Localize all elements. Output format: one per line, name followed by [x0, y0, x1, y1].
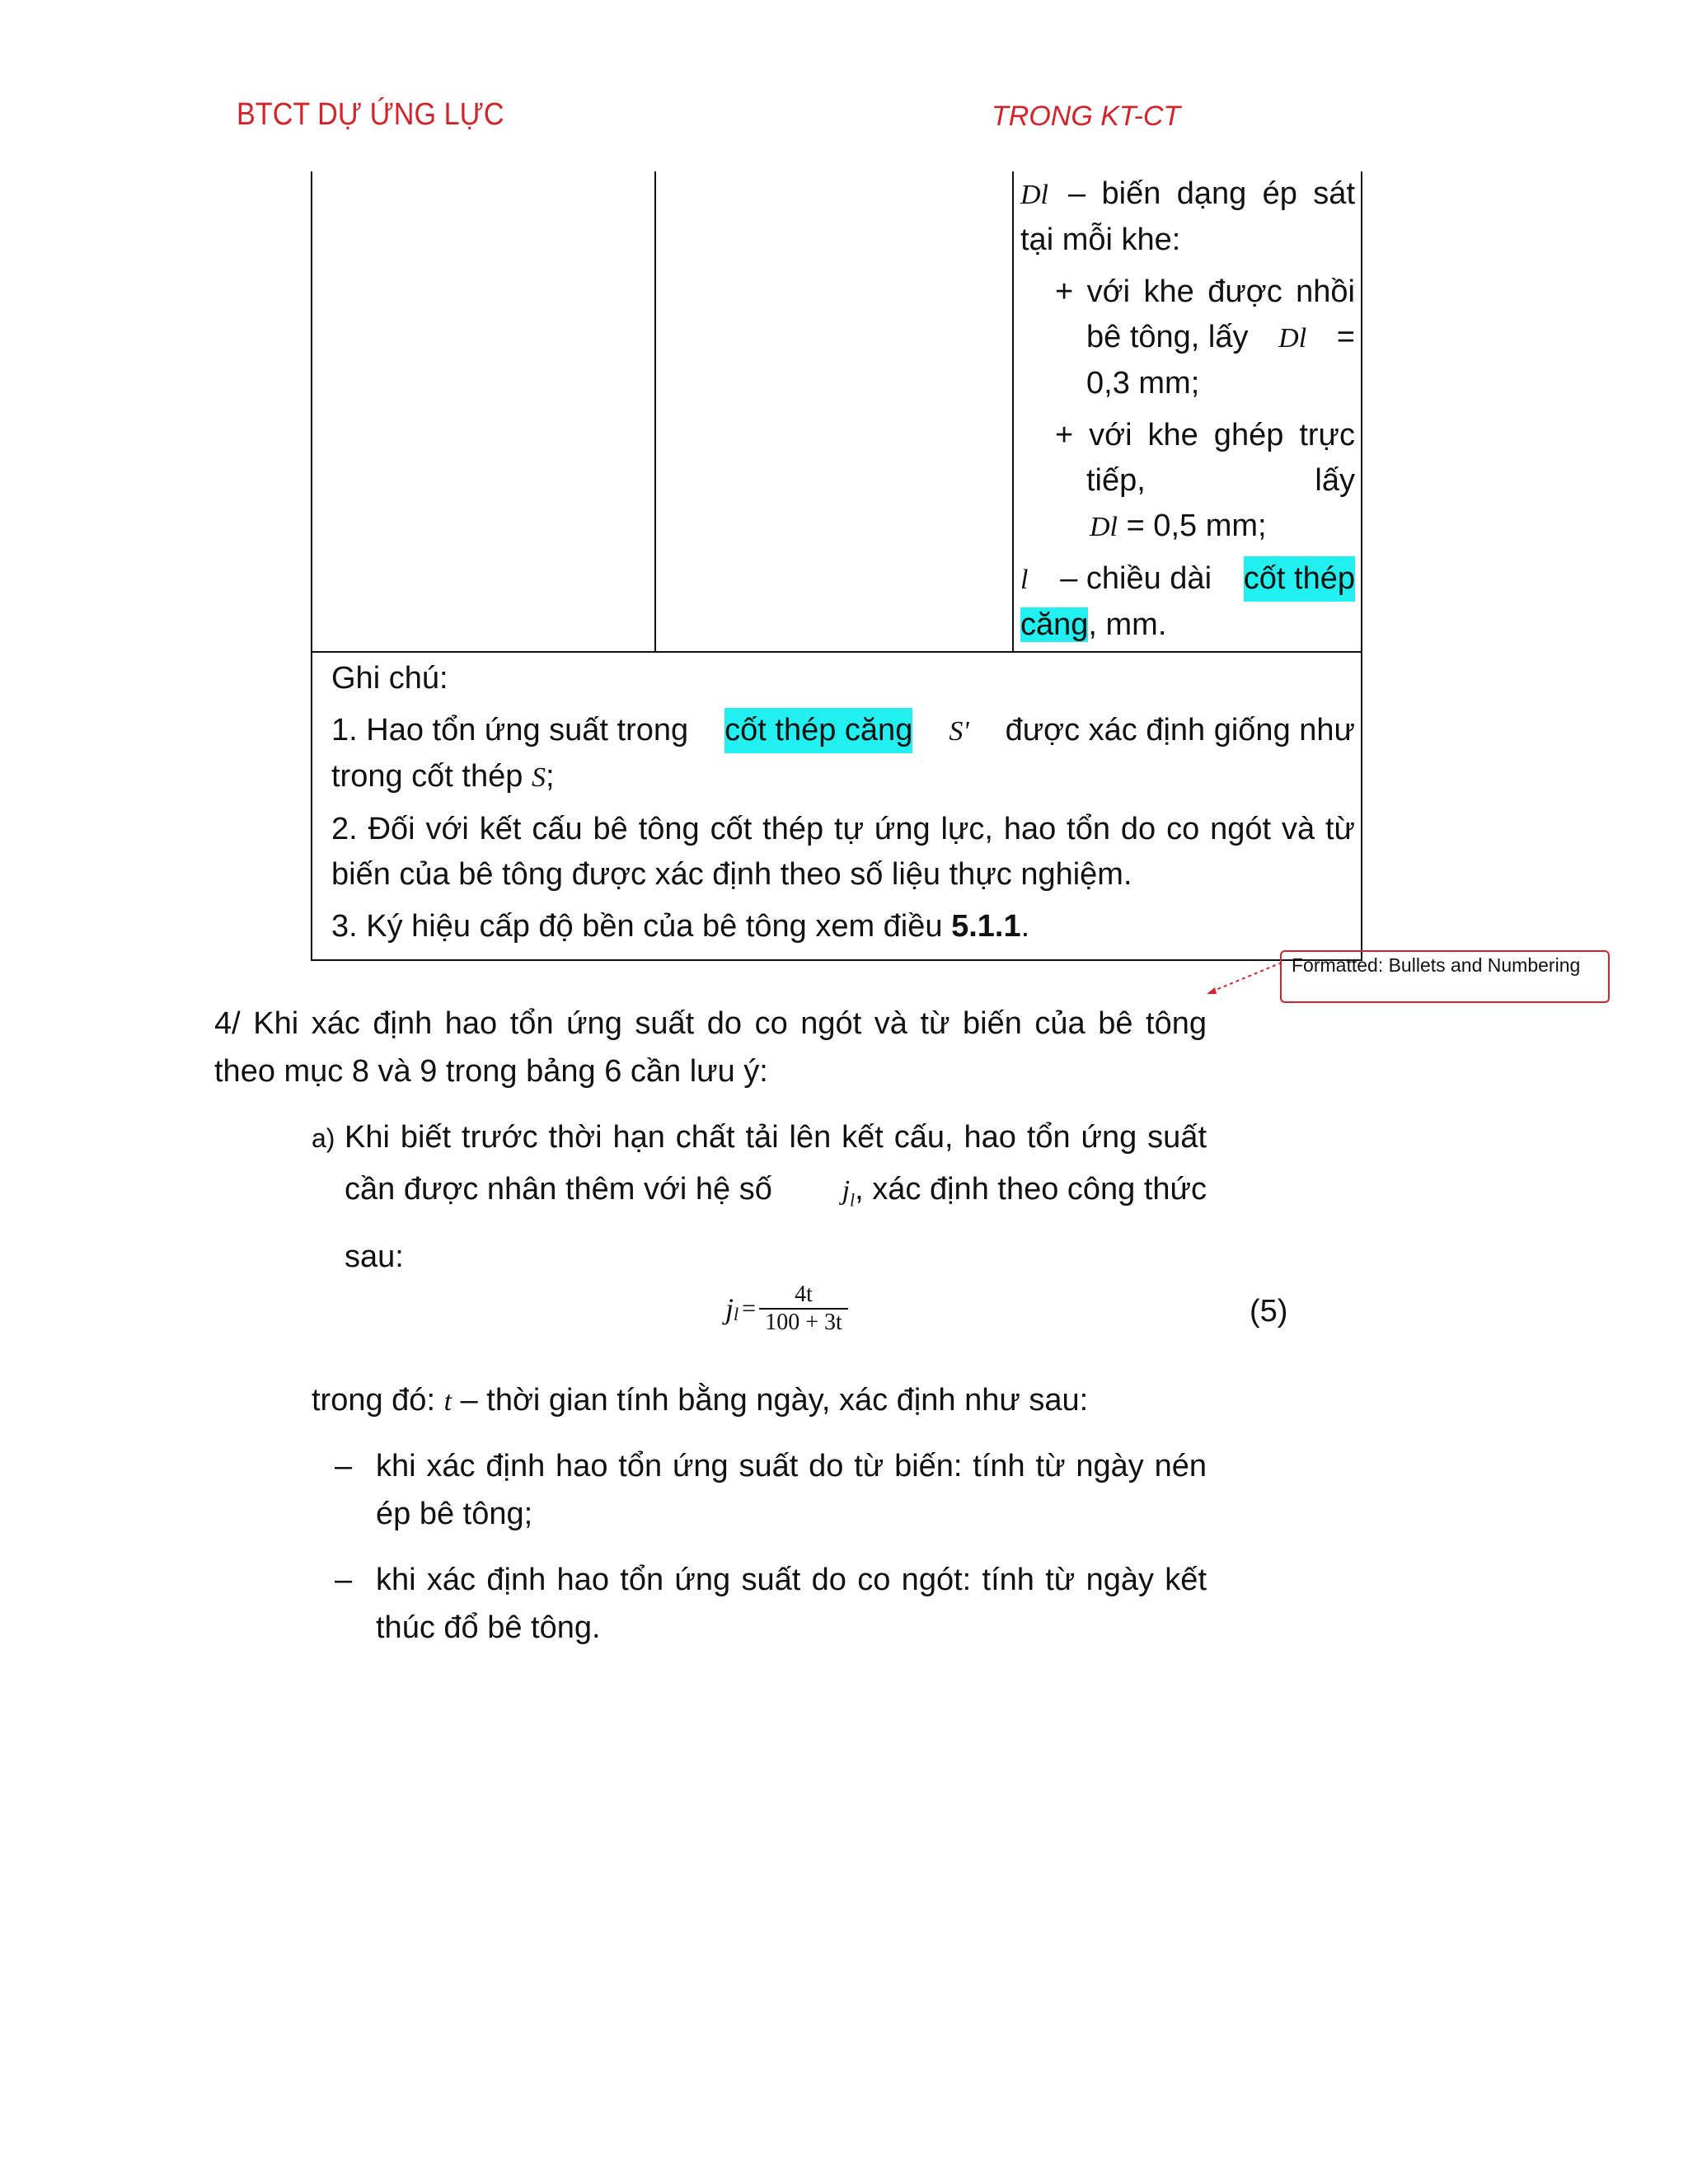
paragraph-4-line-2: theo mục 8 và 9 trong bảng 6 cần lưu ý:	[214, 1054, 768, 1089]
formula-denominator: 100 + 3t	[765, 1310, 842, 1335]
paragraph-4	[214, 1000, 1207, 1095]
phi-symbol: j	[842, 1175, 851, 1206]
delta-l-symbol: Dl	[1090, 512, 1118, 542]
header-right-title: TRONG KT-CT	[992, 101, 1181, 132]
dash-1-line-1: khi xác định hao tổn ứng suất do từ biến: tính từ ngày nén	[376, 1449, 1207, 1483]
bullet-filled-joint-3: 0,3 mm;	[1086, 366, 1200, 401]
comment-connector	[1203, 956, 1286, 997]
length-text: – chiều dài	[1060, 561, 1212, 596]
dash-2-line-1: khi xác định hao tổn ứng suất do co ngót: tính từ ngày kết	[376, 1563, 1207, 1597]
paragraph-4-line-1: 4/ Khi xác định hao tổn ứng suất do co ngót và từ biến của bê tông	[214, 1006, 1207, 1041]
formula-subscript: l	[734, 1304, 739, 1324]
t-symbol: t	[443, 1386, 452, 1417]
delta-l-symbol: Dl	[1020, 180, 1048, 210]
note-1-b: được xác định giống như	[1005, 713, 1355, 748]
notes-section	[331, 656, 1355, 949]
note-1-d: ;	[545, 759, 555, 794]
note-3-c: .	[1020, 909, 1030, 944]
note-2-line-2: biến của bê tông được xác định theo số liệu thực nghiệm.	[331, 857, 1132, 892]
note-1-c: trong cốt thép	[331, 759, 523, 794]
deformation-text: – biến dạng ép sát	[1068, 176, 1355, 211]
s-prime-symbol: S'	[949, 716, 969, 747]
bullet-filled-joint: + với khe được nhồi	[1055, 274, 1355, 309]
item-a	[312, 1112, 1207, 1282]
formula-numerator: 4t	[795, 1282, 813, 1307]
phi-subscript: l	[850, 1189, 856, 1211]
bullet-direct-joint: + với khe ghép trực	[1055, 418, 1355, 452]
formula-equals: =	[742, 1295, 757, 1322]
note-3-ref: 5.1.1	[951, 909, 1021, 944]
where-line	[312, 1378, 1088, 1424]
formula-number: (5)	[1250, 1294, 1288, 1329]
highlight-tendon-note: cốt thép căng	[724, 708, 912, 753]
dash-bullet: –	[335, 1563, 353, 1597]
formula-lhs: j	[725, 1292, 734, 1325]
s-symbol: S	[531, 762, 546, 793]
item-a-line-2a: cần được nhân thêm với hệ số	[345, 1172, 772, 1207]
header-left-title: BTCT DỰ ỨNG LỰC	[237, 97, 504, 132]
l-symbol: l	[1020, 565, 1029, 595]
dash-1-line-2: ép bê tông;	[376, 1497, 533, 1531]
note-2-line-1: 2. Đối với kết cấu bê tông cốt thép tự ứng lực, hao tổn do co ngót và từ	[331, 812, 1355, 846]
dash-item-1	[335, 1442, 1207, 1538]
item-a-label: a)	[312, 1123, 335, 1153]
cell-definitions	[1020, 171, 1355, 648]
note-3-a: 3. Ký hiệu cấp độ bền của bê tông xem điều	[331, 909, 943, 944]
item-a-line-1: Khi biết trước thời hạn chất tải lên kết cấu, hao tổn ứng suất	[345, 1120, 1207, 1155]
bullet-direct-joint-2b: lấy	[1315, 463, 1355, 498]
notes-title: Ghi chú:	[331, 661, 448, 696]
dash-bullet: –	[335, 1449, 353, 1483]
dash-item-2	[335, 1556, 1207, 1652]
formula-5	[725, 1282, 848, 1356]
dash-2-line-2: thúc đổ bê tông.	[376, 1610, 601, 1645]
highlight-tension: căng	[1020, 607, 1089, 642]
highlight-tendon: cốt thép	[1244, 556, 1355, 602]
bullet-direct-joint-3: = 0,5 mm;	[1126, 509, 1267, 543]
deformation-text-2: tại mỗi khe:	[1020, 223, 1181, 257]
item-a-line-3: sau:	[345, 1239, 404, 1274]
item-a-line-2b: , xác định theo công thức	[855, 1172, 1207, 1207]
formatting-comment[interactable]: Formatted: Bullets and Numbering	[1280, 950, 1610, 1003]
equals-sign: =	[1336, 320, 1355, 354]
where-b: – thời gian tính bằng ngày, xác định như sau:	[460, 1383, 1089, 1418]
delta-l-symbol: Dl	[1278, 323, 1307, 354]
length-unit: , mm.	[1088, 607, 1167, 642]
where-a: trong đó:	[312, 1383, 435, 1418]
bullet-filled-joint-2: bê tông, lấy	[1086, 320, 1249, 354]
bullet-direct-joint-2a: tiếp,	[1086, 463, 1146, 498]
note-1-a: 1. Hao tổn ứng suất trong	[331, 713, 689, 748]
